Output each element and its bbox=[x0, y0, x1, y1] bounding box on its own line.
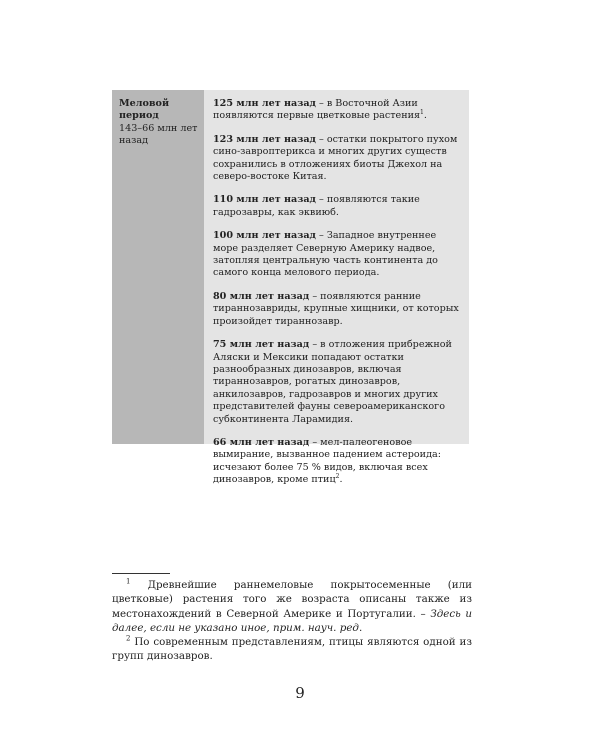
footnote: $^2$ По современным представлениям, птицы являются одной из групп динозавров. bbox=[112, 634, 472, 663]
event-entry: 75 млн лет назад – в отложения прибрежной Аляски и Мексики попадают остатки разнообразных динозавров, включая тираннозавров, рогатых динозавров, анкилозавров, гадрозавров и многих других представителей фауны североамериканского субконтинента Ларамидия. bbox=[213, 339, 452, 425]
page-number: 9 bbox=[295, 684, 305, 702]
event-entry: 125 млн лет назад – в Восточной Азии появляются первые цветковые растения$^1$. bbox=[213, 98, 427, 122]
footnote-ref: 1 bbox=[420, 109, 424, 117]
event-entry: 110 млн лет назад – появляются такие гадрозавры, как эквиюб. bbox=[213, 194, 420, 218]
footnote-divider bbox=[112, 573, 170, 574]
event-entry: 100 млн лет назад – Западное внутреннее море разделяет Северную Америку надвое, затопляя центральную часть континента до самого конца мелового периода. bbox=[213, 230, 438, 279]
event-entry: 66 млн лет назад – мел-палеогеновое вымирание, вызванное падением астероида: исчезают более 75 % видов, включая всех динозавров, кроме птиц$^2$. bbox=[213, 436, 441, 486]
event-entry: 80 млн лет назад – появляются ранние тираннозавриды, крупные хищники, от которых произойдет тираннозавр. bbox=[213, 290, 459, 327]
period-name: Меловой период bbox=[119, 98, 170, 122]
footnotes bbox=[112, 578, 472, 664]
event-entry: 123 млн лет назад – остатки покрытого пухом сино-завроптерикса и многих других существ сохранились в отложениях биоты Джехол на северо-востоке Китая. bbox=[213, 133, 458, 183]
period-cell bbox=[112, 90, 204, 444]
events-cell bbox=[204, 90, 469, 486]
footnote-ref: 2 bbox=[335, 472, 340, 480]
footnote: $^1$ Древнейшие раннемеловые покрытосеменные (или цветковые) растения того же возраста описаны также из местонахождений в Северной Америке и Португалии. – Здесь и далее, если не указано иное, прим. науч. ред. bbox=[112, 577, 472, 634]
period-range: 143–66 млн лет назад bbox=[119, 122, 198, 147]
timeline-table bbox=[112, 90, 469, 486]
